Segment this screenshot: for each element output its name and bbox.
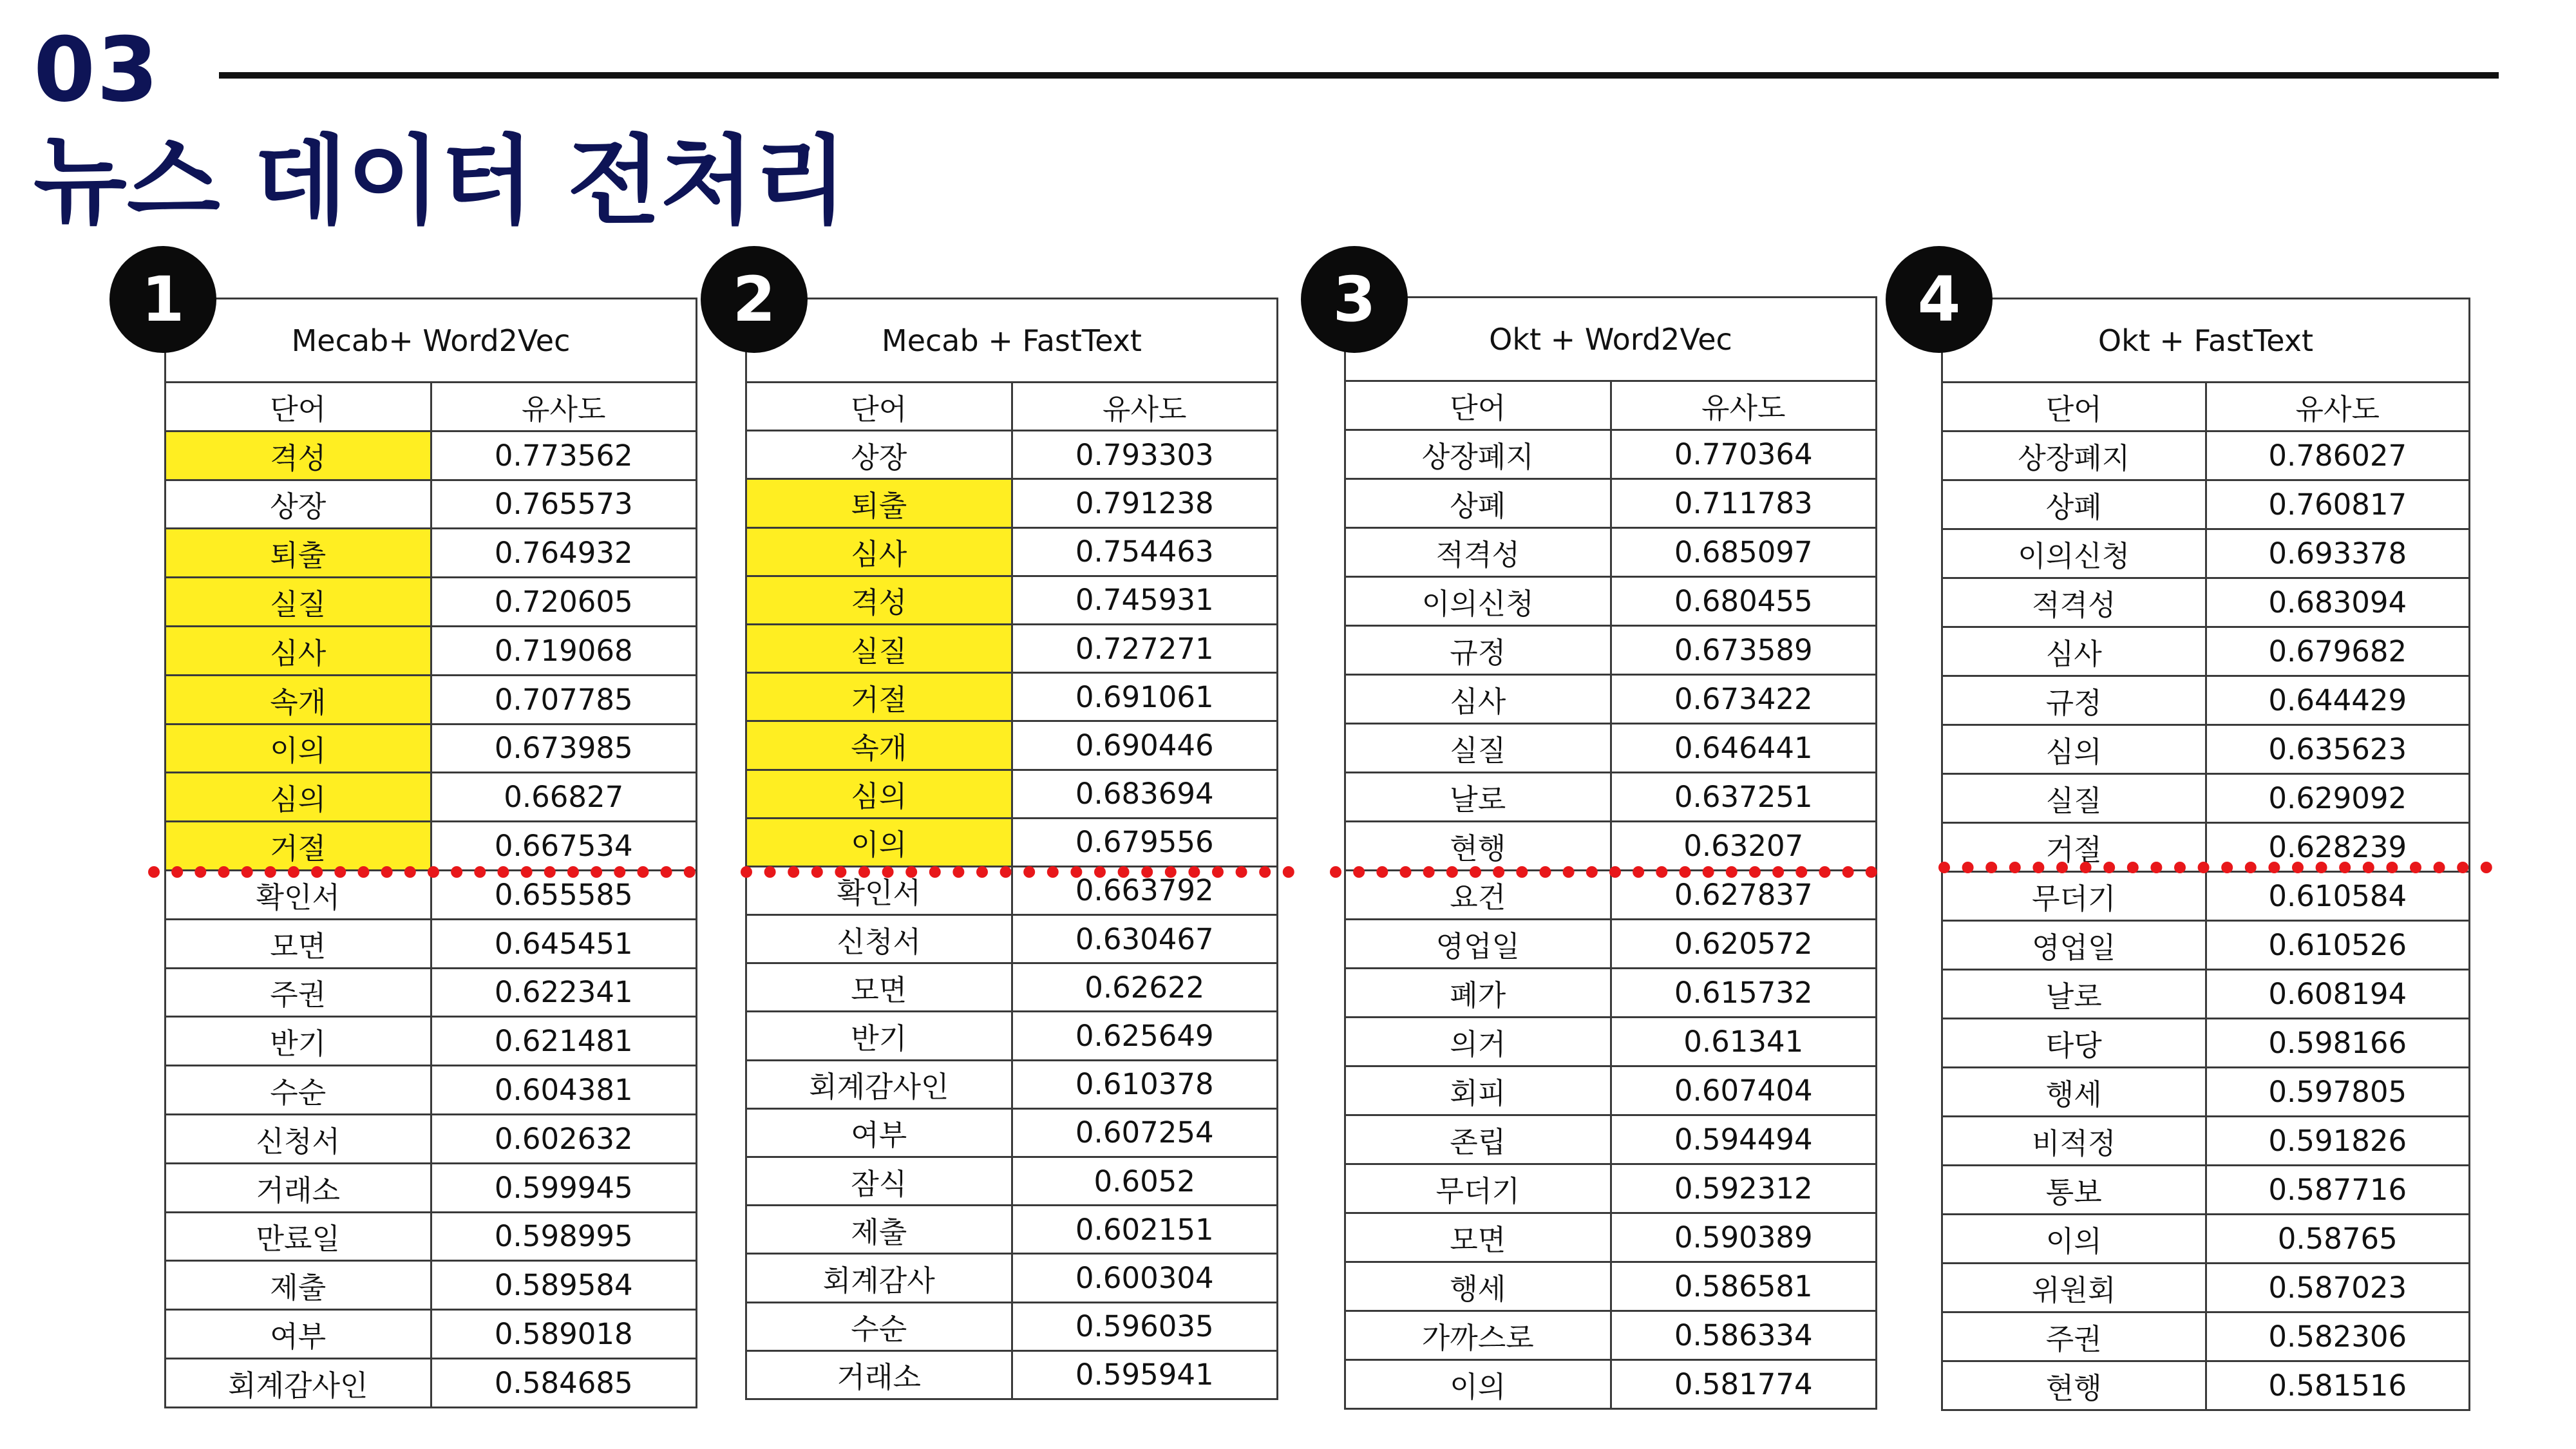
table-row [746, 624, 1278, 672]
word-cell: 영업일 [1345, 920, 1611, 969]
similarity-cell: 0.595941 [1012, 1350, 1278, 1399]
column-header-word: 단어 [1345, 381, 1611, 430]
table-row [166, 480, 697, 529]
word-cell: 수순 [166, 1066, 431, 1115]
table-row [746, 1157, 1278, 1206]
table-row [1345, 724, 1877, 773]
table-row [1942, 578, 2470, 627]
table-row [746, 1302, 1278, 1350]
table-row [166, 1310, 697, 1359]
word-cell: 신청서 [166, 1114, 431, 1163]
similarity-cell: 0.599945 [431, 1163, 697, 1212]
word-cell: 상장 [746, 431, 1012, 479]
similarity-cell: 0.598995 [431, 1212, 697, 1261]
similarity-table [164, 298, 697, 1408]
similarity-cell: 0.587716 [2206, 1166, 2470, 1215]
word-cell: 회계감사인 [166, 1358, 431, 1407]
column-header-similarity: 유사도 [431, 383, 697, 431]
header-rule [219, 72, 2499, 79]
table-row [746, 818, 1278, 866]
word-cell: 이의 [1942, 1215, 2206, 1264]
word-cell: 위원회 [1942, 1264, 2206, 1312]
word-cell: 존립 [1345, 1115, 1611, 1164]
table-row [746, 576, 1278, 624]
similarity-cell: 0.581774 [1611, 1360, 1877, 1409]
table-row [166, 773, 697, 822]
table-row [746, 431, 1278, 479]
word-cell: 규정 [1942, 676, 2206, 725]
word-cell: 신청서 [746, 915, 1012, 963]
similarity-cell: 0.760817 [2206, 480, 2470, 529]
similarity-cell: 0.773562 [431, 431, 697, 480]
word-cell: 규정 [1345, 626, 1611, 675]
similarity-cell: 0.584685 [431, 1358, 697, 1407]
table-row [1942, 1264, 2470, 1312]
word-cell: 만료일 [166, 1212, 431, 1261]
similarity-cell: 0.791238 [1012, 479, 1278, 527]
word-cell: 영업일 [1942, 921, 2206, 970]
similarity-cell: 0.590389 [1611, 1213, 1877, 1262]
table-row [166, 1114, 697, 1163]
word-cell: 모면 [1345, 1213, 1611, 1262]
word-cell: 적격성 [1942, 578, 2206, 627]
similarity-cell: 0.607404 [1611, 1066, 1877, 1115]
similarity-cell: 0.655585 [431, 870, 697, 919]
table-row [1942, 1361, 2470, 1410]
similarity-cell: 0.627837 [1611, 871, 1877, 920]
table-row [1942, 725, 2470, 774]
word-cell: 상장 [166, 480, 431, 529]
table-row [166, 919, 697, 968]
table-row [746, 1206, 1278, 1254]
similarity-table [1344, 296, 1877, 1410]
table-row [1942, 774, 2470, 823]
table-row [166, 1212, 697, 1261]
word-cell: 제출 [166, 1261, 431, 1310]
word-cell: 실질 [1942, 774, 2206, 823]
similarity-table [745, 298, 1278, 1400]
table-caption: Okt + Word2Vec [1345, 298, 1877, 381]
similarity-cell: 0.602151 [1012, 1206, 1278, 1254]
word-cell: 적격성 [1345, 528, 1611, 577]
table-row [1345, 969, 1877, 1018]
word-cell: 의거 [1345, 1018, 1611, 1066]
word-cell: 수순 [746, 1302, 1012, 1350]
similarity-cell: 0.644429 [2206, 676, 2470, 725]
word-cell: 거절 [166, 822, 431, 871]
table-row [166, 431, 697, 480]
similarity-cell: 0.667534 [431, 822, 697, 871]
table-row [1942, 921, 2470, 970]
similarity-cell: 0.793303 [1012, 431, 1278, 479]
table-row [1345, 479, 1877, 528]
word-cell: 모면 [166, 919, 431, 968]
similarity-cell: 0.680455 [1611, 577, 1877, 626]
table-row [1345, 1360, 1877, 1409]
similarity-cell: 0.582306 [2206, 1312, 2470, 1361]
table-row [746, 1254, 1278, 1302]
column-header-word: 단어 [746, 383, 1012, 431]
word-cell: 실질 [746, 624, 1012, 672]
similarity-cell: 0.63207 [1611, 822, 1877, 871]
similarity-cell: 0.693378 [2206, 529, 2470, 578]
word-cell: 상장폐지 [1942, 431, 2206, 480]
table-row [166, 1261, 697, 1310]
word-cell: 날로 [1942, 970, 2206, 1019]
word-cell: 심의 [166, 773, 431, 822]
word-cell: 여부 [166, 1310, 431, 1359]
word-cell: 반기 [746, 1012, 1012, 1060]
similarity-cell: 0.720605 [431, 578, 697, 627]
similarity-cell: 0.587023 [2206, 1264, 2470, 1312]
column-header-word: 단어 [166, 383, 431, 431]
similarity-cell: 0.58765 [2206, 1215, 2470, 1264]
word-cell: 거절 [746, 673, 1012, 721]
word-cell: 속개 [746, 721, 1012, 770]
word-cell: 주권 [1942, 1312, 2206, 1361]
table-row [166, 578, 697, 627]
table-row [1345, 1213, 1877, 1262]
word-cell: 이의 [166, 724, 431, 773]
cutoff-dotted-line [1938, 862, 2492, 873]
table-row [1345, 1262, 1877, 1311]
table-row [746, 527, 1278, 576]
table-row [1345, 822, 1877, 871]
table-header-row [166, 383, 697, 431]
similarity-cell: 0.673422 [1611, 675, 1877, 724]
word-cell: 여부 [746, 1108, 1012, 1157]
similarity-cell: 0.592312 [1611, 1164, 1877, 1213]
similarity-cell: 0.679682 [2206, 627, 2470, 676]
table-row [746, 770, 1278, 818]
table-row [746, 673, 1278, 721]
similarity-cell: 0.610526 [2206, 921, 2470, 970]
similarity-cell: 0.673985 [431, 724, 697, 773]
similarity-cell: 0.66827 [431, 773, 697, 822]
similarity-cell: 0.765573 [431, 480, 697, 529]
column-header-similarity: 유사도 [1611, 381, 1877, 430]
similarity-cell: 0.786027 [2206, 431, 2470, 480]
similarity-cell: 0.707785 [431, 675, 697, 724]
cutoff-dotted-line [148, 866, 696, 878]
word-cell: 상장폐지 [1345, 430, 1611, 479]
word-cell: 거래소 [746, 1350, 1012, 1399]
table-row [1345, 528, 1877, 577]
similarity-cell: 0.607254 [1012, 1108, 1278, 1157]
similarity-cell: 0.581516 [2206, 1361, 2470, 1410]
word-cell: 회계감사 [746, 1254, 1012, 1302]
similarity-cell: 0.754463 [1012, 527, 1278, 576]
word-cell: 상폐 [1942, 480, 2206, 529]
similarity-cell: 0.691061 [1012, 673, 1278, 721]
word-cell: 비적정 [1942, 1117, 2206, 1166]
similarity-cell: 0.591826 [2206, 1117, 2470, 1166]
similarity-cell: 0.61341 [1611, 1018, 1877, 1066]
similarity-cell: 0.62622 [1012, 963, 1278, 1012]
table-header-row [746, 383, 1278, 431]
panel-badge: 1 [109, 246, 216, 353]
word-cell: 심사 [1942, 627, 2206, 676]
word-cell: 타당 [1942, 1019, 2206, 1068]
similarity-cell: 0.610378 [1012, 1060, 1278, 1108]
table-row [166, 1163, 697, 1212]
table-row [1345, 1066, 1877, 1115]
word-cell: 심사 [1345, 675, 1611, 724]
word-cell: 심사 [746, 527, 1012, 576]
similarity-cell: 0.646441 [1611, 724, 1877, 773]
word-cell: 모면 [746, 963, 1012, 1012]
word-cell: 현행 [1345, 822, 1611, 871]
similarity-cell: 0.628239 [2206, 823, 2470, 872]
table-row [166, 1017, 697, 1066]
word-cell: 격성 [166, 431, 431, 480]
table-row [1942, 529, 2470, 578]
similarity-cell: 0.630467 [1012, 915, 1278, 963]
similarity-cell: 0.621481 [431, 1017, 697, 1066]
page-title: 뉴스 데이터 전처리 [33, 126, 848, 238]
similarity-cell: 0.586581 [1611, 1262, 1877, 1311]
word-cell: 거래소 [166, 1163, 431, 1212]
table-row [1942, 1166, 2470, 1215]
word-cell: 퇴출 [746, 479, 1012, 527]
word-cell: 반기 [166, 1017, 431, 1066]
word-cell: 심사 [166, 626, 431, 675]
word-cell: 이의 [746, 818, 1012, 866]
similarity-cell: 0.685097 [1611, 528, 1877, 577]
table-row [1345, 675, 1877, 724]
word-cell: 실질 [166, 578, 431, 627]
table-row [1942, 1019, 2470, 1068]
word-cell: 이의신청 [1345, 577, 1611, 626]
table-row [1345, 626, 1877, 675]
similarity-cell: 0.620572 [1611, 920, 1877, 969]
word-cell: 속개 [166, 675, 431, 724]
table-row [746, 915, 1278, 963]
table-row [1942, 676, 2470, 725]
table-row [1942, 872, 2470, 921]
similarity-cell: 0.629092 [2206, 774, 2470, 823]
similarity-cell: 0.673589 [1611, 626, 1877, 675]
similarity-cell: 0.589584 [431, 1261, 697, 1310]
table-row [1345, 920, 1877, 969]
similarity-cell: 0.683094 [2206, 578, 2470, 627]
column-header-word: 단어 [1942, 383, 2206, 431]
similarity-cell: 0.597805 [2206, 1068, 2470, 1117]
similarity-cell: 0.589018 [431, 1310, 697, 1359]
word-cell: 회피 [1345, 1066, 1611, 1115]
table-row [166, 626, 697, 675]
column-header-similarity: 유사도 [1012, 383, 1278, 431]
panel-badge: 3 [1301, 246, 1408, 353]
word-cell: 통보 [1942, 1166, 2206, 1215]
table-row [166, 822, 697, 871]
table-row [746, 1012, 1278, 1060]
word-cell: 제출 [746, 1206, 1012, 1254]
similarity-cell: 0.764932 [431, 529, 697, 578]
similarity-cell: 0.727271 [1012, 624, 1278, 672]
table-row [1942, 627, 2470, 676]
word-cell: 행세 [1345, 1262, 1611, 1311]
table-row [746, 1060, 1278, 1108]
table-row [166, 1358, 697, 1407]
table-row [746, 479, 1278, 527]
section-number: 03 [33, 18, 160, 122]
table-row [166, 724, 697, 773]
similarity-cell: 0.594494 [1611, 1115, 1877, 1164]
similarity-cell: 0.745931 [1012, 576, 1278, 624]
similarity-cell: 0.683694 [1012, 770, 1278, 818]
word-cell: 요건 [1345, 871, 1611, 920]
similarity-cell: 0.711783 [1611, 479, 1877, 528]
word-cell: 상폐 [1345, 479, 1611, 528]
panel-badge: 2 [701, 246, 808, 353]
word-cell: 확인서 [746, 866, 1012, 914]
table-row [166, 675, 697, 724]
table-row [746, 721, 1278, 770]
table-caption: Mecab + FastText [746, 299, 1278, 383]
word-cell: 심의 [1942, 725, 2206, 774]
word-cell: 이의신청 [1942, 529, 2206, 578]
table-row [1345, 773, 1877, 822]
word-cell: 행세 [1942, 1068, 2206, 1117]
panel-badge: 4 [1886, 246, 1993, 353]
table-caption: Mecab+ Word2Vec [166, 299, 697, 383]
table-row [1345, 1164, 1877, 1213]
word-cell: 주권 [166, 968, 431, 1017]
table-row [746, 1108, 1278, 1157]
similarity-cell: 0.615732 [1611, 969, 1877, 1018]
word-cell: 잠식 [746, 1157, 1012, 1206]
similarity-cell: 0.635623 [2206, 725, 2470, 774]
similarity-cell: 0.663792 [1012, 866, 1278, 914]
similarity-cell: 0.604381 [431, 1066, 697, 1115]
similarity-cell: 0.608194 [2206, 970, 2470, 1019]
word-cell: 폐가 [1345, 969, 1611, 1018]
table-row [1345, 577, 1877, 626]
table-row [166, 1066, 697, 1115]
table-row [166, 968, 697, 1017]
cutoff-dotted-line [1330, 866, 1877, 878]
table-row [1345, 430, 1877, 479]
similarity-cell: 0.598166 [2206, 1019, 2470, 1068]
table-row [1942, 431, 2470, 480]
similarity-cell: 0.637251 [1611, 773, 1877, 822]
similarity-cell: 0.719068 [431, 626, 697, 675]
similarity-cell: 0.586334 [1611, 1311, 1877, 1360]
table-row [1942, 970, 2470, 1019]
similarity-cell: 0.602632 [431, 1114, 697, 1163]
similarity-cell: 0.770364 [1611, 430, 1877, 479]
table-header-row [1345, 381, 1877, 430]
word-cell: 회계감사인 [746, 1060, 1012, 1108]
table-row [746, 1350, 1278, 1399]
table-row [1345, 1018, 1877, 1066]
table-row [1942, 1117, 2470, 1166]
word-cell: 거절 [1942, 823, 2206, 872]
similarity-cell: 0.610584 [2206, 872, 2470, 921]
similarity-cell: 0.645451 [431, 919, 697, 968]
similarity-cell: 0.622341 [431, 968, 697, 1017]
table-row [1942, 1312, 2470, 1361]
table-caption: Okt + FastText [1942, 299, 2470, 383]
word-cell: 가까스로 [1345, 1311, 1611, 1360]
similarity-table [1941, 298, 2470, 1411]
word-cell: 실질 [1345, 724, 1611, 773]
column-header-similarity: 유사도 [2206, 383, 2470, 431]
similarity-cell: 0.679556 [1012, 818, 1278, 866]
word-cell: 현행 [1942, 1361, 2206, 1410]
word-cell: 격성 [746, 576, 1012, 624]
table-row [1942, 480, 2470, 529]
table-row [746, 963, 1278, 1012]
similarity-cell: 0.625649 [1012, 1012, 1278, 1060]
word-cell: 무더기 [1942, 872, 2206, 921]
table-header-row [1942, 383, 2470, 431]
table-row [166, 529, 697, 578]
word-cell: 날로 [1345, 773, 1611, 822]
word-cell: 이의 [1345, 1360, 1611, 1409]
similarity-cell: 0.6052 [1012, 1157, 1278, 1206]
similarity-cell: 0.596035 [1012, 1302, 1278, 1350]
similarity-cell: 0.600304 [1012, 1254, 1278, 1302]
word-cell: 심의 [746, 770, 1012, 818]
word-cell: 확인서 [166, 870, 431, 919]
cutoff-dotted-line [741, 866, 1294, 878]
table-row [1345, 1115, 1877, 1164]
table-row [1942, 1215, 2470, 1264]
word-cell: 무더기 [1345, 1164, 1611, 1213]
word-cell: 퇴출 [166, 529, 431, 578]
similarity-cell: 0.690446 [1012, 721, 1278, 770]
table-row [1942, 1068, 2470, 1117]
table-row [1345, 1311, 1877, 1360]
